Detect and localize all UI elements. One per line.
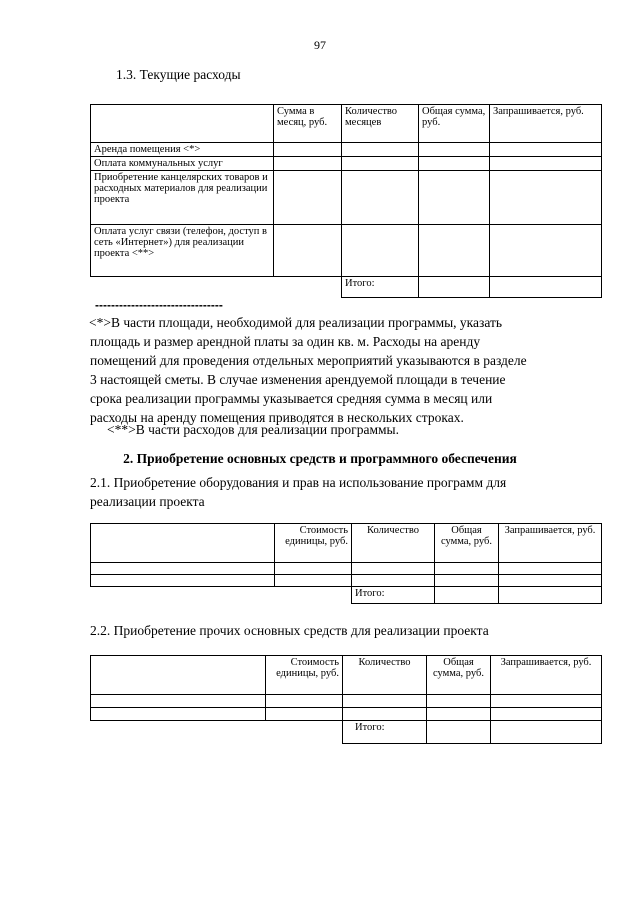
table-header-row	[91, 524, 602, 563]
table-header-row	[91, 105, 602, 143]
total-label: Итого:	[343, 721, 427, 744]
input-cell[interactable]	[91, 575, 275, 587]
header-unit-cost: Стоимость единицы, руб.	[266, 656, 343, 695]
table-row	[91, 695, 602, 708]
page-number: 97	[314, 38, 326, 52]
input-cell[interactable]	[342, 143, 419, 157]
header-quantity: Количество	[343, 656, 427, 695]
section-2-1-title	[90, 473, 595, 511]
table-header-row	[91, 656, 602, 695]
title-line: реализации проекта	[90, 494, 205, 509]
table-row	[91, 708, 602, 721]
header-total-sum: Общая сумма, руб.	[419, 105, 490, 143]
input-cell[interactable]	[435, 575, 499, 587]
header-cell-empty	[91, 656, 266, 695]
input-cell[interactable]	[491, 708, 602, 721]
footnote-communications: <**>В части расходов для реализации программы.	[107, 422, 399, 437]
table-row	[91, 143, 602, 157]
input-cell[interactable]	[490, 225, 602, 277]
input-cell[interactable]	[343, 695, 427, 708]
total-row	[91, 587, 602, 604]
input-cell[interactable]	[266, 708, 343, 721]
input-cell[interactable]	[491, 695, 602, 708]
input-cell[interactable]	[342, 157, 419, 171]
input-cell[interactable]	[490, 157, 602, 171]
input-cell[interactable]	[419, 225, 490, 277]
footnote-line: помещений для проведения отдельных мероприятий указываются в разделе	[90, 353, 527, 368]
table-row	[91, 171, 602, 225]
input-cell[interactable]	[490, 143, 602, 157]
footnote-line: площадь и размер арендной платы за один кв. м. Расходы на аренду	[90, 334, 481, 349]
input-cell[interactable]	[499, 575, 602, 587]
other-assets-table	[90, 655, 602, 744]
input-cell[interactable]	[91, 695, 266, 708]
footnote-rent	[90, 313, 595, 427]
input-cell[interactable]	[342, 171, 419, 225]
equipment-table	[90, 523, 602, 604]
footnote-separator: --------------------------------	[95, 298, 223, 312]
header-total-sum: Общая сумма, руб.	[435, 524, 499, 563]
total-input-cell[interactable]	[490, 277, 602, 298]
input-cell[interactable]	[352, 563, 435, 575]
header-cell-empty	[91, 524, 275, 563]
input-cell[interactable]	[266, 695, 343, 708]
footnote-line: срока реализации программы указывается средняя сумма в месяц или	[90, 391, 493, 406]
header-months-count: Количество месяцев	[342, 105, 419, 143]
input-cell[interactable]	[419, 143, 490, 157]
table-row	[91, 563, 602, 575]
footnote-line: расходы на аренду помещения приводятся в нескольких строках.	[90, 410, 464, 425]
input-cell[interactable]	[91, 708, 266, 721]
current-expenses-table	[90, 104, 602, 298]
input-cell[interactable]	[419, 157, 490, 171]
input-cell[interactable]	[490, 171, 602, 225]
section-2-2-title: 2.2. Приобретение прочих основных средств для реализации проекта	[90, 623, 489, 638]
table-row	[91, 575, 602, 587]
input-cell[interactable]	[275, 563, 352, 575]
table-row	[91, 157, 602, 171]
input-cell[interactable]	[427, 695, 491, 708]
footnote-line: <*>В части площади, необходимой для реализации программы, указать	[89, 315, 503, 330]
input-cell[interactable]	[419, 171, 490, 225]
header-unit-cost: Стоимость единицы, руб.	[275, 524, 352, 563]
input-cell[interactable]	[427, 708, 491, 721]
input-cell[interactable]	[274, 225, 342, 277]
header-requested: Запрашивается, руб.	[490, 105, 602, 143]
total-label: Итого:	[342, 277, 419, 298]
input-cell[interactable]	[274, 143, 342, 157]
input-cell[interactable]	[91, 563, 275, 575]
total-input-cell[interactable]	[499, 587, 602, 604]
total-input-cell[interactable]	[419, 277, 490, 298]
input-cell[interactable]	[342, 225, 419, 277]
total-input-cell[interactable]	[491, 721, 602, 744]
total-label: Итого:	[352, 587, 435, 604]
section-2-heading: 2. Приобретение основных средств и программного обеспечения	[123, 451, 517, 466]
input-cell[interactable]	[343, 708, 427, 721]
input-cell[interactable]	[435, 563, 499, 575]
footnote-line: 3 настоящей сметы. В случае изменения арендуемой площади в течение	[90, 372, 506, 387]
table-row	[91, 225, 602, 277]
total-row	[91, 721, 602, 744]
header-cell-empty	[91, 105, 274, 143]
input-cell[interactable]	[275, 575, 352, 587]
total-input-cell[interactable]	[427, 721, 491, 744]
header-total-sum: Общая сумма, руб.	[427, 656, 491, 695]
section-1-3-title: 1.3. Текущие расходы	[116, 67, 241, 82]
header-monthly-sum: Сумма в месяц, руб.	[274, 105, 342, 143]
row-label: Оплата коммунальных услуг	[91, 157, 274, 171]
header-requested: Запрашивается, руб.	[499, 524, 602, 563]
input-cell[interactable]	[274, 171, 342, 225]
row-label: Аренда помещения <*>	[91, 143, 274, 157]
input-cell[interactable]	[352, 575, 435, 587]
row-label: Приобретение канцелярских товаров и расходных материалов для реализации проекта	[91, 171, 274, 225]
input-cell[interactable]	[499, 563, 602, 575]
title-line: 2.1. Приобретение оборудования и прав на использование программ для	[90, 475, 507, 490]
total-input-cell[interactable]	[435, 587, 499, 604]
header-quantity: Количество	[352, 524, 435, 563]
header-requested: Запрашивается, руб.	[491, 656, 602, 695]
row-label: Оплата услуг связи (телефон, доступ в сеть «Интернет») для реализации проекта <**>	[91, 225, 274, 277]
input-cell[interactable]	[274, 157, 342, 171]
total-row	[91, 277, 602, 298]
